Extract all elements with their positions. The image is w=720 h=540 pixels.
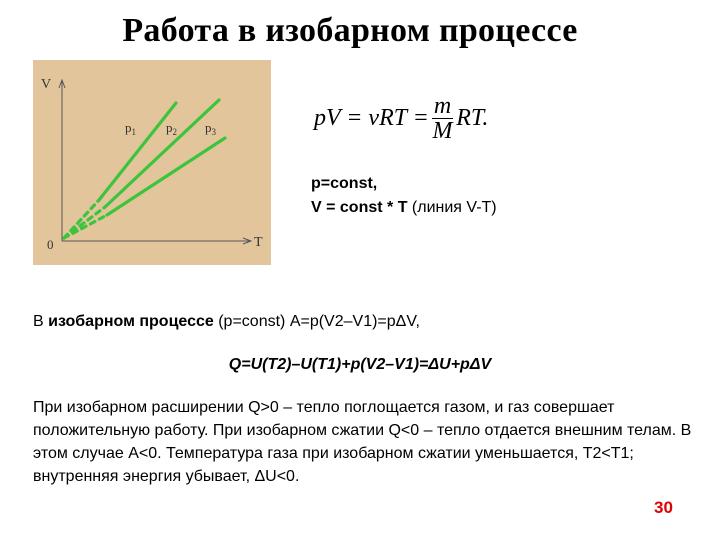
v-axis-label: V [41, 77, 52, 92]
isobar-lines-plot [33, 60, 271, 265]
origin-label: 0 [47, 237, 54, 252]
t-axis-label: T [254, 235, 263, 250]
page-number: 30 [654, 498, 673, 517]
work-definition [33, 310, 693, 333]
isobar-p2-dashed [64, 207, 105, 238]
formula-numerator: m [433, 93, 452, 119]
intro-rest: (p=const) A=p(V2–V1)=pΔV, [213, 313, 420, 330]
formula-fraction [432, 94, 453, 143]
isobar-label-p1: $p_1$ [125, 120, 136, 137]
intro-bold: изобарном процессе [48, 313, 214, 330]
isobar-label-p3: $p_3$ [205, 120, 216, 137]
first-law-equation: Q=U(T2)–U(T1)+p(V2–V1)=ΔU+pΔV [228, 356, 492, 373]
isobars [64, 100, 225, 238]
formula-denominator: M [432, 118, 453, 144]
condition-volume-note: (линия V-T) [407, 199, 497, 216]
isobar-label-p2: $p_2$ [166, 120, 177, 137]
condition-pressure: p=const, [311, 175, 378, 192]
slide-title: Работа в изобарном процессе [122, 12, 578, 49]
ideal-gas-formula [314, 94, 488, 148]
explanation-paragraph: При изобарном расширении Q>0 – тепло поглощается газом, и газ совершает положительную работу. При изобарном сжатии Q<0 – тепло отдается внешним телам. В этом случае A<0. Температура газа при изобарном сжатии уменьшается, T2<T1; внутренняя энергия убывает, ΔU<0. [33, 399, 692, 485]
formula-lhs: pV = νRT = [314, 105, 429, 131]
v-t-diagram [33, 60, 271, 265]
condition-volume-bold: V = const * T [311, 199, 408, 216]
isobar-p1-dashed [64, 200, 99, 238]
condition-volume [311, 199, 497, 217]
formula-rhs: RT. [456, 105, 489, 131]
intro-prefix: В [33, 313, 49, 330]
isobar-p3-dashed [64, 215, 107, 238]
